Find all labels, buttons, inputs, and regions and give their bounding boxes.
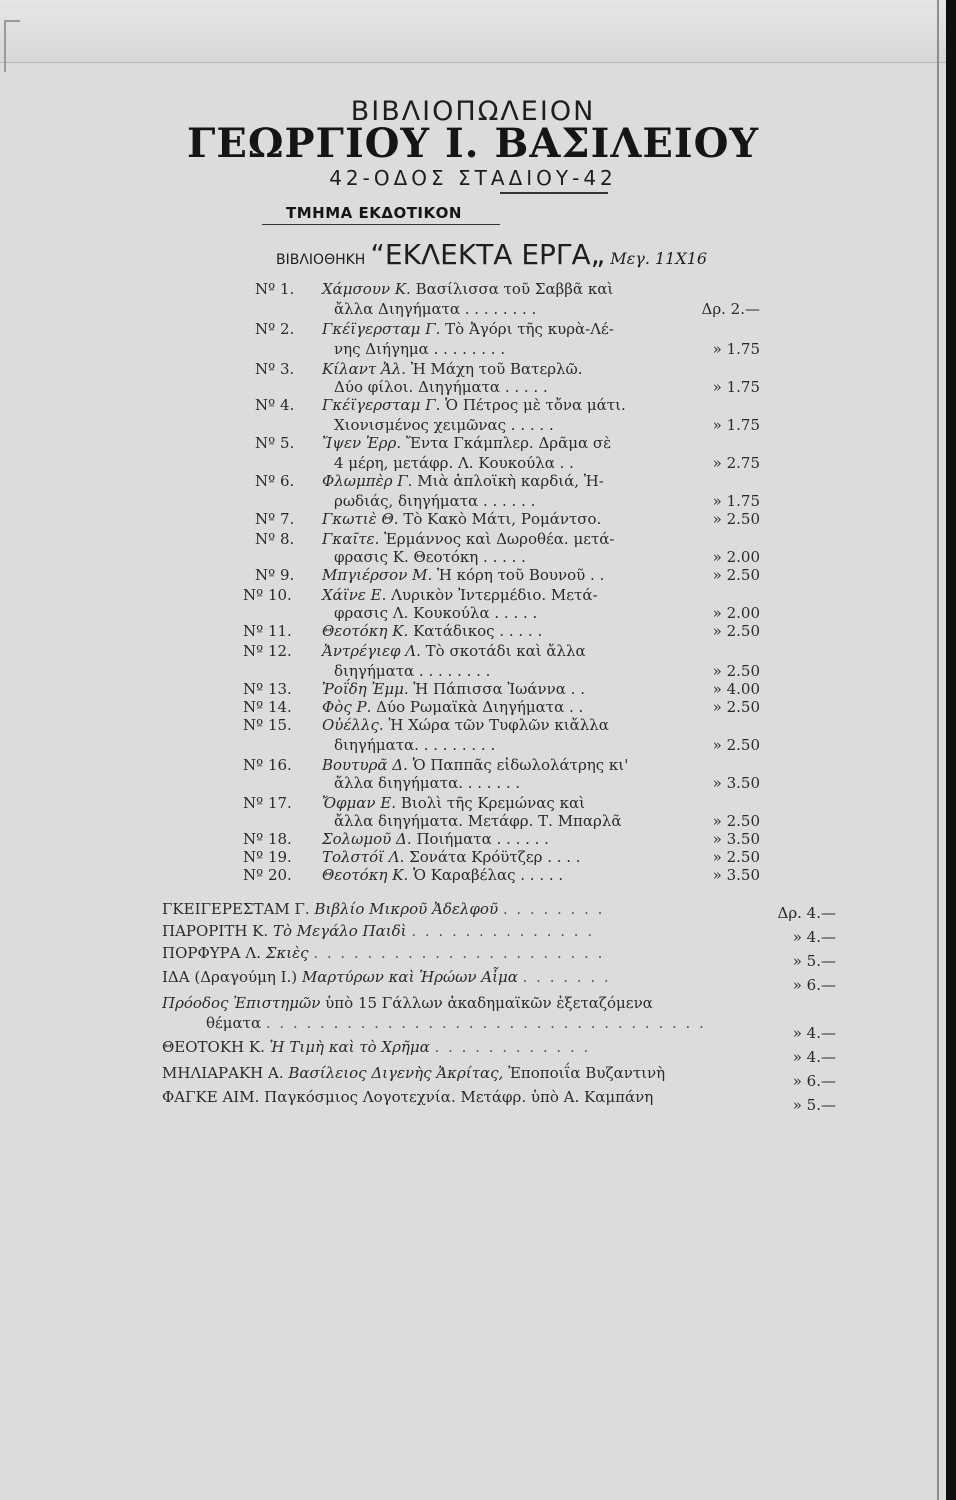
series-heading <box>276 238 707 271</box>
item-number: Nº 2. <box>255 320 295 338</box>
item-continuation: διηγήματα. . . . . . . . . <box>334 736 496 754</box>
page-right-edge <box>937 0 939 1500</box>
item-title: Λυρικὸν Ἰντερμέδιο. Μετά- <box>391 586 598 604</box>
item-price: » 3.50 <box>712 774 760 792</box>
street-address: 42-ΟΔΟΣ ΣΤΑΔΙΟΥ-42 <box>329 166 617 190</box>
item-continuation: ἄλλα διηγήματα. . . . . . . <box>334 774 521 792</box>
item-number: Nº 15. <box>243 716 292 734</box>
item-continuation: Χιονισμένος χειμῶνας . . . . . <box>334 416 554 434</box>
item-price: » 2.50 <box>712 566 760 584</box>
item-number: Nº 3. <box>255 360 295 378</box>
book-leader-dots: . . . . . . . . . . . . . . . . . . . . . . . . . . . . . . . . . <box>265 1014 706 1032</box>
book-title: Ἐπιστημῶν <box>233 994 321 1012</box>
book-subtitle: Ἐποποιΐα Βυζαντινὴ <box>508 1064 666 1082</box>
item-author: Ὄφμαν Ε. <box>322 794 397 812</box>
book-row <box>162 968 611 987</box>
department-underline <box>262 224 500 225</box>
series-library-label: ΒΙΒΛΙΟΘΗΚΗ <box>276 252 366 268</box>
item-number: Nº 9. <box>255 566 295 584</box>
book-price: » 6.— <box>792 1072 836 1090</box>
item-author: Χάμσουν Κ. <box>322 280 411 298</box>
item-price: » 3.50 <box>712 830 760 848</box>
book-price: » 5.— <box>792 1096 836 1114</box>
item-title: Βασίλισσα τοῦ Σαββᾶ καὶ <box>415 280 614 298</box>
item-title: Μιὰ ἁπλοϊκὴ καρδιά, Ἡ- <box>417 472 604 490</box>
book-title: Τὸ Μεγάλο Παιδὶ <box>272 922 407 940</box>
item-number: Nº 11. <box>243 622 292 640</box>
book-author: ΠΑΡΟΡΙΤΗ Κ. <box>162 922 269 940</box>
book-author: ΘΕΟΤΟΚΗ Κ. <box>162 1038 265 1056</box>
item-author: Γκαῖτε. <box>322 530 380 548</box>
item-number: Nº 8. <box>255 530 295 548</box>
book-author: ΓΚΕΙΓΕΡΕΣΤΑΜ Γ. <box>162 900 310 918</box>
book-continuation: θέματα <box>206 1014 262 1032</box>
book-row <box>162 1038 590 1057</box>
item-number: Nº 12. <box>243 642 292 660</box>
item-title: Ἡ κόρη τοῦ Βουνοῦ . . <box>437 566 605 584</box>
item-price: » 1.75 <box>712 340 760 358</box>
book-row <box>162 922 594 941</box>
item-number: Nº 10. <box>243 586 292 604</box>
item-price: » 3.50 <box>712 866 760 884</box>
item-price: » 2.00 <box>712 548 760 566</box>
item-title: Ἔντα Γκάμπλερ. Δρᾶμα σὲ <box>405 434 612 452</box>
book-price: » 4.— <box>792 1048 836 1066</box>
item-title: Ἡ Χώρα τῶν Τυφλῶν κιἄλλα <box>388 716 609 734</box>
item-author: Θεοτόκη Κ. <box>322 866 409 884</box>
item-price: Δρ. 2.— <box>701 300 760 318</box>
item-number: Nº 17. <box>243 794 292 812</box>
item-continuation: 4 μέρη, μετάφρ. Λ. Κουκούλα . . <box>334 454 574 472</box>
item-author: Γκέϊγερσταμ Γ. <box>322 320 441 338</box>
item-number: Nº 1. <box>255 280 295 298</box>
book-row <box>162 900 604 919</box>
item-number: Nº 13. <box>243 680 292 698</box>
item-number: Nº 5. <box>255 434 295 452</box>
book-author: Πρόοδος <box>162 994 229 1012</box>
address-underline <box>500 192 608 194</box>
item-title: Τὸ σκοτάδι καὶ ἄλλα <box>425 642 586 660</box>
item-continuation: ρωδιάς, διηγήματα . . . . . . <box>334 492 536 510</box>
item-author: Ῥοΐδη Ἐμμ. <box>322 680 409 698</box>
item-author: Φὸς Ρ. <box>322 698 372 716</box>
item-title: Τὸ Κακὸ Μάτι, Ρομάντσο. <box>403 510 602 528</box>
item-author: Οὐέλλς. <box>322 716 384 734</box>
book-price: » 6.— <box>792 976 836 994</box>
item-price: » 2.50 <box>712 812 760 830</box>
item-author: Μπγιέρσον Μ. <box>322 566 433 584</box>
item-number: Nº 6. <box>255 472 295 490</box>
item-price: » 2.50 <box>712 698 760 716</box>
item-price: » 1.75 <box>712 416 760 434</box>
item-title: Ποιήματα . . . . . . <box>416 830 549 848</box>
item-title: Σονάτα Κρόϋτζερ . . . . <box>409 848 581 866</box>
item-author: Φλωμπὲρ Γ. <box>322 472 413 490</box>
book-row <box>162 994 653 1013</box>
item-number: Nº 7. <box>255 510 295 528</box>
item-price: » 2.50 <box>712 736 760 754</box>
book-price: » 4.— <box>792 928 836 946</box>
item-continuation: ἄλλα Διηγήματα . . . . . . . . <box>334 300 537 318</box>
item-price: » 1.75 <box>712 492 760 510</box>
item-continuation: διηγήματα . . . . . . . . <box>334 662 491 680</box>
book-subtitle: ὑπὸ 15 Γάλλων ἀκαδημαϊκῶν ἐξεταζόμενα <box>325 994 653 1012</box>
item-author: Ἴψεν Ἐρρ. <box>322 434 402 452</box>
publisher-name: ΓΕΩΡΓΙΟΥ Ι. ΒΑΣΙΛΕΙΟΥ <box>186 120 760 167</box>
item-title: Ὁ Καραβέλας . . . . . <box>413 866 564 884</box>
item-title: Ἑρμάννος καὶ Δωροθέα. μετά- <box>384 530 615 548</box>
item-author: Κίλαντ Ἀλ. <box>322 360 407 378</box>
item-number: Nº 18. <box>243 830 292 848</box>
item-author: Ἀντρέγιεφ Λ. <box>322 642 421 660</box>
book-row <box>162 1088 653 1107</box>
item-title: Ὁ Πέτρος μὲ τὄνα μάτι. <box>445 396 626 414</box>
item-author: Θεοτόκη Κ. <box>322 622 409 640</box>
book-leader-dots: . . . . . . . . . . . . . . <box>411 922 595 940</box>
item-author: Γκέϊγερσταμ Γ. <box>322 396 441 414</box>
item-continuation: Δύο φίλοι. Διηγήματα . . . . . <box>334 378 548 396</box>
series-size: Μεγ. 11Χ16 <box>610 249 708 268</box>
item-number: Nº 4. <box>255 396 295 414</box>
book-leader-dots: . . . . . . . <box>522 968 611 986</box>
item-continuation: ἄλλα διηγήματα. Μετάφρ. Τ. Μπαρλᾶ <box>334 812 622 830</box>
item-continuation: φρασις Λ. Κουκούλα . . . . . <box>334 604 538 622</box>
series-title: “ΕΚΛΕΚΤΑ ΕΡΓΑ„ <box>370 238 606 271</box>
book-title: Μαρτύρων καὶ Ἡρώων Αἷμα <box>301 968 518 986</box>
item-author: Σολωμοῦ Δ. <box>322 830 412 848</box>
item-price: » 2.50 <box>712 662 760 680</box>
item-price: » 2.00 <box>712 604 760 622</box>
item-price: » 1.75 <box>712 378 760 396</box>
item-title: Ἡ Πάπισσα Ἰωάννα . . <box>413 680 585 698</box>
item-number: Nº 20. <box>243 866 292 884</box>
item-title: Δύο Ρωμαϊκὰ Διηγήματα . . <box>376 698 584 716</box>
item-title: Τὸ Ἀγόρι τῆς κυρὰ-Λέ- <box>445 320 614 338</box>
department-label: ΤΜΗΜΑ ΕΚΔΟΤΙΚΟΝ <box>286 204 462 222</box>
book-price: Δρ. 4.— <box>777 904 836 922</box>
book-title: Βιβλίο Μικροῦ Ἀδελφοῦ <box>314 900 499 918</box>
book-leader-dots: . . . . . . . . <box>502 900 605 918</box>
book-subtitle: Παγκόσμιος Λογοτεχνία. Μετάφρ. ὑπὸ Α. Καμπάνη <box>264 1088 654 1106</box>
item-number: Nº 16. <box>243 756 292 774</box>
item-number: Nº 19. <box>243 848 292 866</box>
page-top-edge <box>0 0 946 63</box>
page-fold-marks <box>4 20 20 72</box>
book-title: Σκιὲς <box>265 944 309 962</box>
book-row-cont <box>206 1014 706 1033</box>
book-row <box>162 1064 665 1083</box>
book-row <box>162 944 604 963</box>
item-price: » 2.50 <box>712 622 760 640</box>
item-continuation: φρασις Κ. Θεοτόκη . . . . . <box>334 548 526 566</box>
item-author: Χάϊνε Ε. <box>322 586 387 604</box>
item-author: Τολστόϊ Λ. <box>322 848 405 866</box>
item-price: » 2.50 <box>712 848 760 866</box>
item-author: Βουτυρᾶ Δ. <box>322 756 408 774</box>
item-number: Nº 14. <box>243 698 292 716</box>
book-author: ΠΟΡΦΥΡΑ Λ. <box>162 944 261 962</box>
book-author: ΙΔΑ (Δραγούμη Ι.) <box>162 968 298 986</box>
item-title: Κατάδικος . . . . . <box>413 622 543 640</box>
book-author: ΦΑΓΚΕ ΑΙΜ. <box>162 1088 260 1106</box>
book-leader-dots: . . . . . . . . . . . . <box>434 1038 591 1056</box>
book-price: » 4.— <box>792 1024 836 1042</box>
book-title: Βασίλειος Διγενὴς Ἀκρίτας, <box>288 1064 504 1082</box>
book-leader-dots: . . . . . . . . . . . . . . . . . . . . . . <box>313 944 605 962</box>
book-author: ΜΗΛΙΑΡΑΚΗ Α. <box>162 1064 284 1082</box>
item-title: Ὁ Παππᾶς εἰδωλολάτρης κι' <box>412 756 629 774</box>
item-title: Ἡ Μάχη τοῦ Βατερλῶ. <box>410 360 583 378</box>
book-title: Ἡ Τιμὴ καὶ τὸ Χρῆμα <box>269 1038 430 1056</box>
item-continuation: νης Διήγημα . . . . . . . . <box>334 340 506 358</box>
item-author: Γκωτιὲ Θ. <box>322 510 399 528</box>
item-price: » 2.75 <box>712 454 760 472</box>
item-price: » 2.50 <box>712 510 760 528</box>
item-price: » 4.00 <box>712 680 760 698</box>
bookstore-label: ΒΙΒΛΙΟΠΩΛΕΙΟΝ <box>350 96 596 127</box>
item-title: Βιολὶ τῆς Κρεμώνας καὶ <box>400 794 585 812</box>
book-price: » 5.— <box>792 952 836 970</box>
